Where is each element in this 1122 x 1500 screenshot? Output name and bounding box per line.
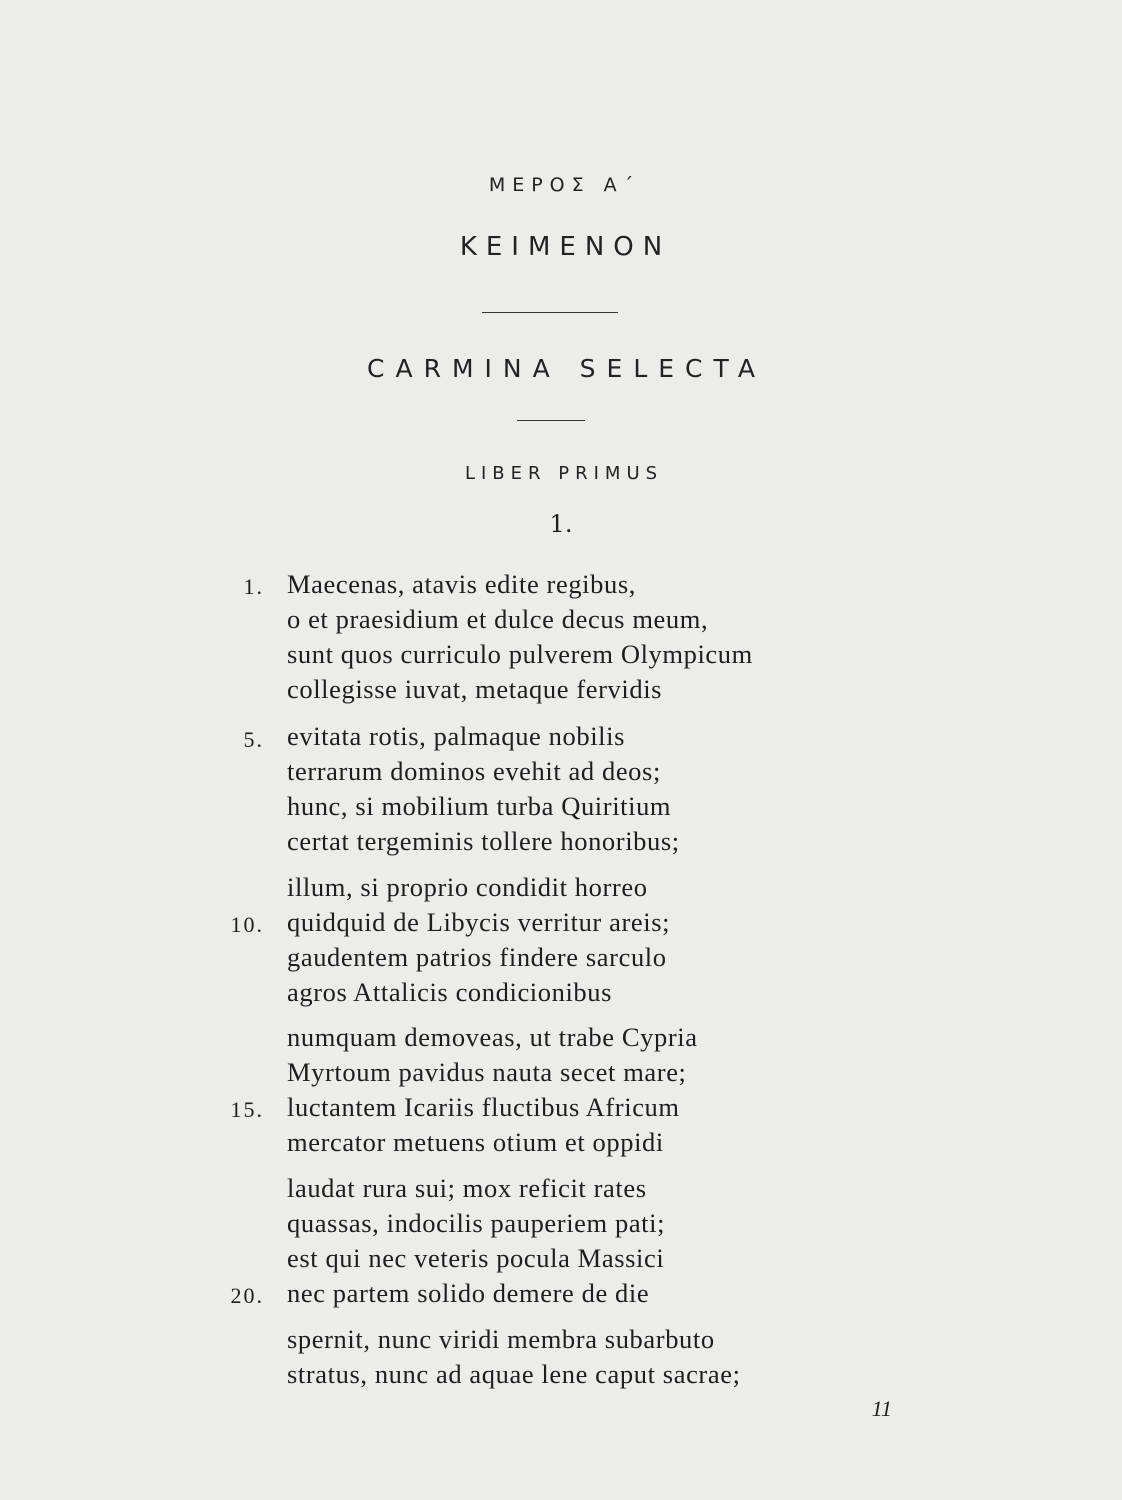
part-label: ΜΕΡΟΣ Α΄ [488, 174, 641, 196]
verse-line: agros Attalicis condicionibus [287, 977, 613, 1007]
page-number: 11 [871, 1396, 892, 1421]
part-title: ΚΕΙΜΕΝΟΝ [459, 232, 672, 262]
verse-line: o et praesidium et dulce decus meum, [287, 604, 709, 634]
verse-line: hunc, si mobilium turba Quiritium [287, 791, 672, 821]
line-number: 10. [230, 912, 264, 937]
book-title: LIBER PRIMUS [464, 463, 664, 484]
verse-line: numquam demoveas, ut trabe Cypria [287, 1022, 698, 1052]
verse-line: certat tergeminis tollere honoribus; [287, 826, 680, 856]
verse-line: illum, si proprio condidit horreo [287, 872, 648, 902]
verse-line: spernit, nunc viridi membra subarbuto [287, 1324, 715, 1354]
verse-line: terrarum dominos evehit ad deos; [287, 756, 661, 786]
verse-line: laudat rura sui; mox reficit rates [287, 1173, 647, 1203]
divider-rule-short [517, 420, 585, 421]
verse-line: gaudentem patrios findere sarculo [287, 942, 667, 972]
verse-line: Myrtoum pavidus nauta secet mare; [287, 1057, 687, 1087]
verse-line: nec partem solido demere de die [287, 1278, 650, 1308]
verse-line: evitata rotis, palmaque nobilis [287, 721, 625, 751]
verse-line: stratus, nunc ad aquae lene caput sacrae; [287, 1359, 741, 1389]
divider-rule [482, 312, 618, 313]
line-number: 1. [243, 574, 264, 599]
verse-line: Maecenas, atavis edite regibus, [287, 569, 636, 599]
verse-line: luctantem Icariis fluctibus Africum [287, 1092, 680, 1122]
verse-line: mercator metuens otium et oppidi [287, 1127, 664, 1157]
collection-title: CARMINA SELECTA [367, 354, 766, 383]
verse-line: quassas, indocilis pauperiem pati; [287, 1208, 666, 1238]
line-number: 20. [230, 1283, 264, 1308]
verse-line: quidquid de Libycis verritur areis; [287, 907, 671, 937]
verse-line: sunt quos curriculo pulverem Olympicum [287, 639, 753, 669]
line-number: 5. [243, 727, 264, 752]
verse-line: est qui nec veteris pocula Massici [287, 1243, 665, 1273]
poem-number: 1. [549, 510, 573, 538]
verse-line: collegisse iuvat, metaque fervidis [287, 674, 663, 704]
line-number: 15. [230, 1097, 264, 1122]
